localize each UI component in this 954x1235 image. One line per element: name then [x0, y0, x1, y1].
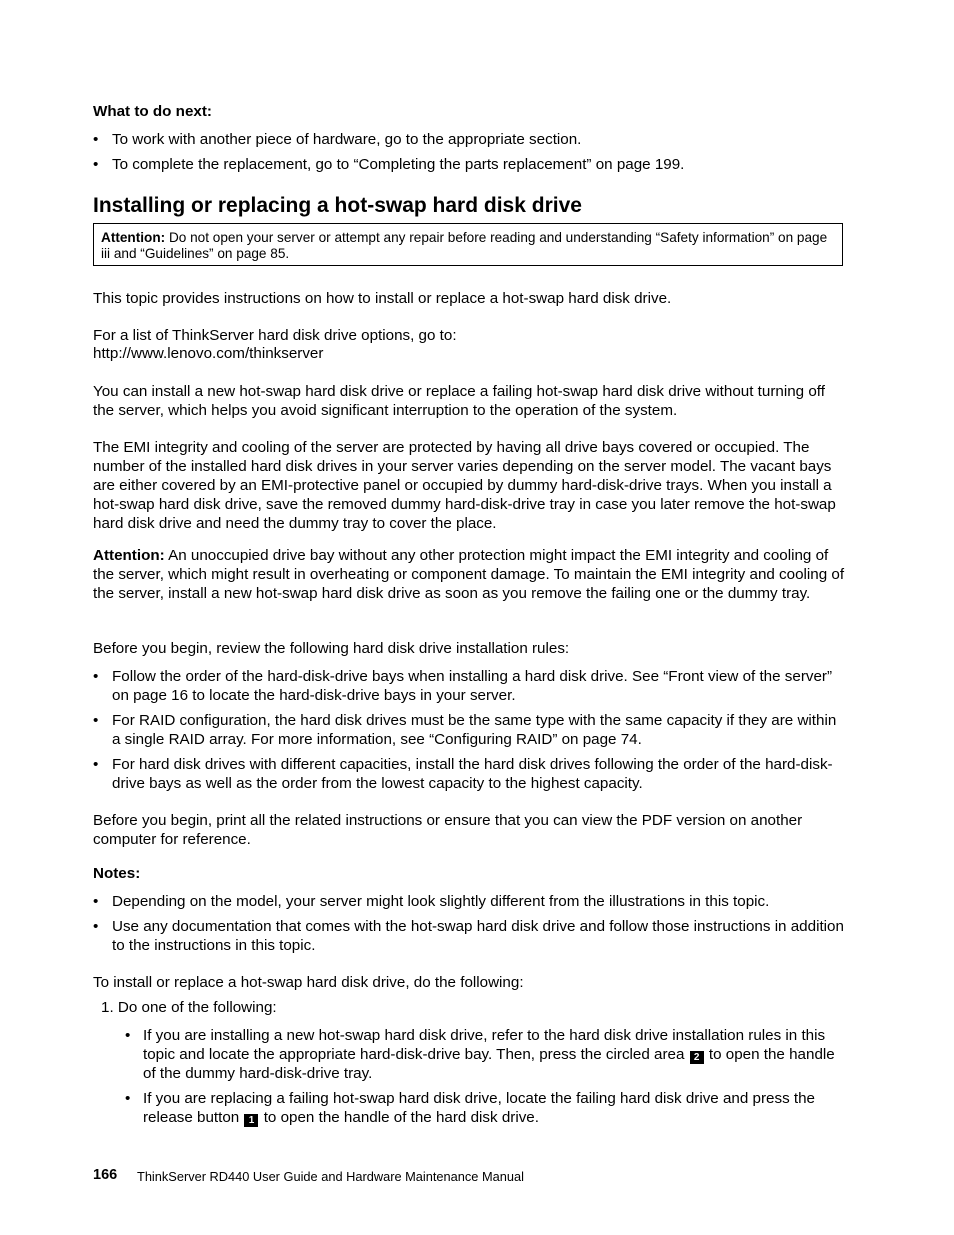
bullet-icon: • — [93, 893, 99, 910]
attention-text: An unoccupied drive bay without any other protection might impact the EMI integrity and cooling of the server, which might result in overheating or component damage. To maintain the EMI integrity and cooling of the server, install a new hot-swap hard disk drive as soon as you remove the failing one or the dummy tray. — [93, 547, 845, 602]
rules-intro: Before you begin, review the following hard disk drive installation rules: — [93, 640, 570, 657]
sub-step-text: If you are replacing a failing hot-swap hard disk drive, locate the failing hard disk drive and press the release button — [143, 1090, 815, 1126]
attention-label: Attention: — [101, 230, 166, 245]
thinkserver-link[interactable]: http://www.lenovo.com/thinkserver — [93, 345, 324, 362]
sub-step-install — [143, 1026, 843, 1083]
list-item: Follow the order of the hard-disk-drive bays when installing a hard disk drive. See “Front view of the server” on page 16 to locate the hard-disk-drive bays in your server. — [112, 668, 833, 704]
bullet-icon: • — [93, 156, 99, 173]
bullet-icon: • — [125, 1027, 131, 1044]
bullet-icon: • — [93, 131, 99, 148]
footer-title: ThinkServer RD440 User Guide and Hardware Maintenance Manual — [137, 1169, 524, 1184]
sub-step-text: to open the handle of the dummy hard-disk-drive tray. — [143, 1046, 835, 1082]
attention-box — [93, 223, 843, 266]
list-item: To work with another piece of hardware, go to the appropriate section. — [112, 131, 582, 148]
bullet-icon: • — [93, 668, 99, 685]
step-1: 1. Do one of the following: — [101, 999, 277, 1016]
bullet-icon: • — [125, 1090, 131, 1107]
list-item: Use any documentation that comes with the hot-swap hard disk drive and follow those instructions in addition to the instructions in this topic. — [112, 918, 844, 954]
bullet-icon: • — [93, 712, 99, 729]
sub-step-text: to open the handle of the hard disk drive. — [259, 1109, 539, 1126]
list-item: For hard disk drives with different capacities, install the hard disk drives following the order of the hard-disk-drive bays as well as the order from the lowest capacity to the highest capacity. — [112, 756, 833, 792]
bullet-icon: • — [93, 918, 99, 935]
hot-swap-paragraph: You can install a new hot-swap hard disk drive or replace a failing hot-swap hard disk drive without turning off the server, which helps you avoid significant interruption to the operation of the system. — [93, 383, 825, 419]
bullet-icon: • — [93, 756, 99, 773]
callout-2-icon: 2 — [690, 1051, 704, 1064]
attention-label: Attention: — [93, 547, 165, 564]
list-item: To complete the replacement, go to “Completing the parts replacement” on page 199. — [112, 156, 685, 173]
page-number: 166 — [93, 1167, 118, 1183]
list-item: For RAID configuration, the hard disk drives must be the same type with the same capacity if they are within a single RAID array. For more information, see “Configuring RAID” on page 74. — [112, 712, 837, 748]
attention-paragraph — [93, 546, 847, 603]
what-to-do-next-heading: What to do next: — [93, 103, 212, 120]
sub-step-replace — [143, 1089, 843, 1127]
procedure-intro: To install or replace a hot-swap hard disk drive, do the following: — [93, 974, 524, 991]
section-title: Installing or replacing a hot-swap hard disk drive — [93, 194, 582, 217]
options-paragraph: For a list of ThinkServer hard disk drive options, go to: — [93, 327, 457, 344]
emi-paragraph: The EMI integrity and cooling of the server are protected by having all drive bays covered or occupied. The number of the installed hard disk drives in your server varies depending on the server model. The vacant bays are either covered by an EMI-protective panel or occupied by dummy hard-disk-drive trays. When you install a hot-swap hard disk drive, save the removed dummy hard-disk-drive tray in case you later remove the hot-swap hard disk drive and need the dummy tray to cover the place. — [93, 439, 836, 532]
intro-paragraph: This topic provides instructions on how to install or replace a hot-swap hard disk drive. — [93, 290, 672, 307]
sub-step-text: If you are installing a new hot-swap hard disk drive, refer to the hard disk drive installation rules in this topic and locate the appropriate hard-disk-drive bay. Then, press the circled area — [143, 1027, 826, 1063]
list-item: Depending on the model, your server might look slightly different from the illustrations in this topic. — [112, 893, 770, 910]
callout-1-icon: 1 — [244, 1114, 258, 1127]
print-paragraph: Before you begin, print all the related instructions or ensure that you can view the PDF version on another computer for reference. — [93, 812, 803, 848]
attention-text: Do not open your server or attempt any repair before reading and understanding “Safety information” on page iii and “Guidelines” on page 85. — [101, 230, 828, 261]
notes-heading: Notes: — [93, 865, 141, 882]
